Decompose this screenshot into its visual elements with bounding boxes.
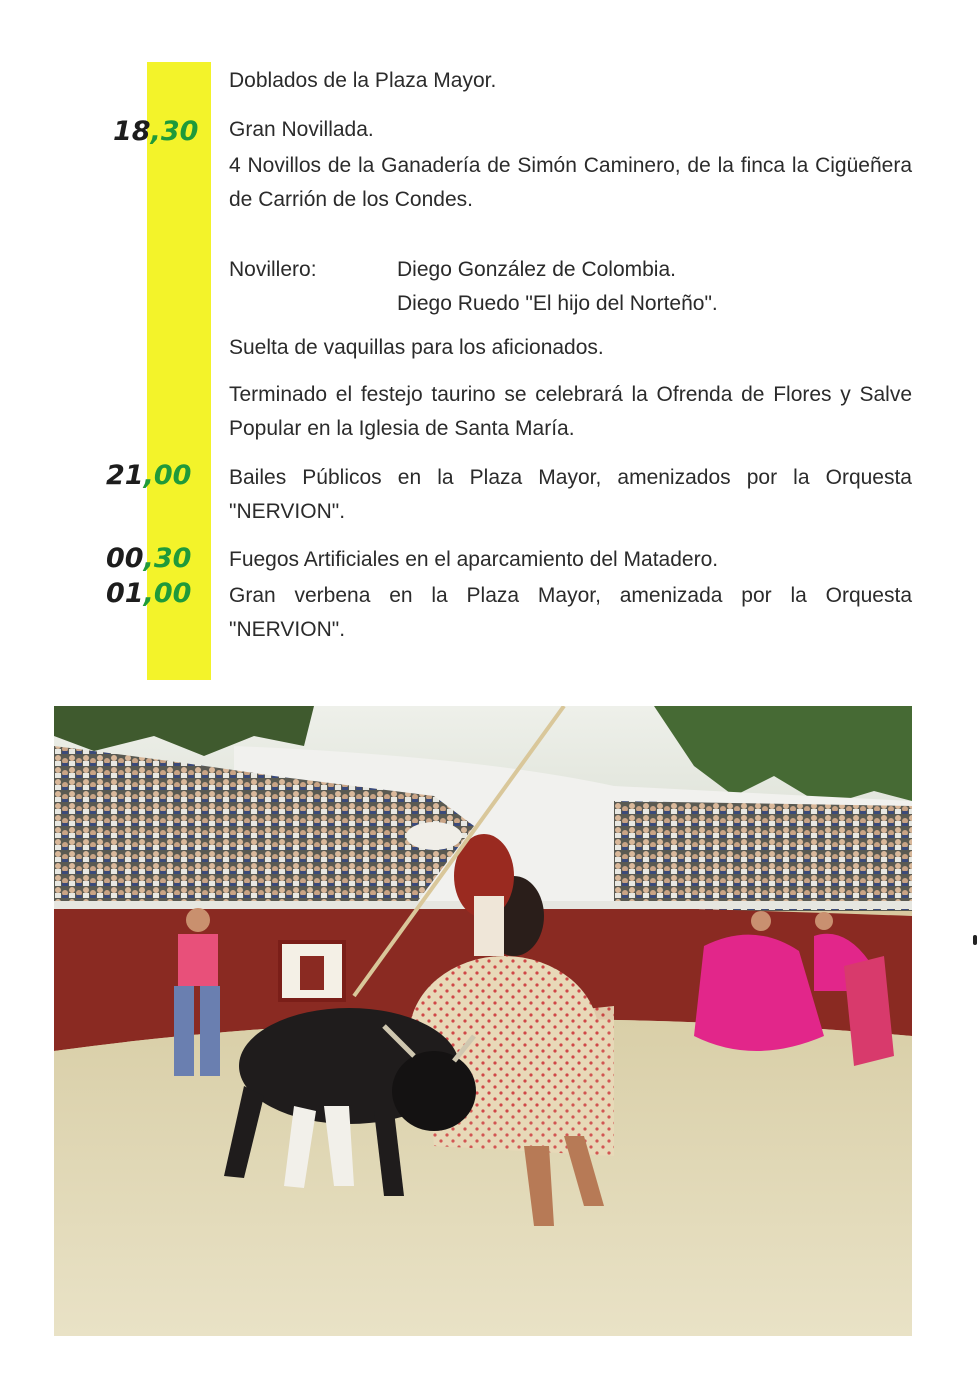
time-01-00 (106, 579, 216, 609)
time-minute: ,00 (143, 460, 192, 491)
event-bailes: Bailes Públicos en la Plaza Mayor, amenizados por la Orquesta "NERVION". (229, 466, 912, 523)
event-fuegos: Fuegos Artificiales en el aparcamiento del Matadero. (229, 548, 719, 571)
time-minute: ,30 (143, 543, 192, 574)
time-minute: ,30 (150, 116, 199, 147)
ofrenda-flores: Terminado el festejo taurino se celebrará la Ofrenda de Flores y Salve Popular en la Iglesia de Santa María. (229, 383, 912, 440)
time-21-00 (106, 461, 216, 491)
event-title-novillada: Gran Novillada. (229, 118, 374, 141)
novillero-name-2: Diego Ruedo "El hijo del Norteño". (397, 292, 718, 315)
time-hour: 01 (106, 578, 144, 609)
event-verbena: Gran verbena en la Plaza Mayor, amenizada por la Orquesta "NERVION". (229, 584, 912, 641)
time-hour: 00 (106, 543, 144, 574)
suelta-vaquillas: Suelta de vaquillas para los aficionados. (229, 336, 604, 359)
time-00-30 (106, 544, 216, 574)
novillero-label: Novillero: (229, 258, 317, 281)
page-edge-mark (973, 935, 977, 945)
time-minute: ,00 (143, 578, 192, 609)
time-18-30 (113, 117, 223, 147)
intro-line: Doblados de la Plaza Mayor. (229, 69, 497, 92)
time-hour: 21 (106, 460, 144, 491)
event-detail-novillos: 4 Novillos de la Ganadería de Simón Caminero, de la finca la Cigüeñera de Carrión de los Condes. (229, 154, 912, 211)
bullfight-photo (54, 706, 912, 1336)
time-hour: 18 (113, 116, 151, 147)
novillero-name-1: Diego González de Colombia. (397, 258, 676, 281)
